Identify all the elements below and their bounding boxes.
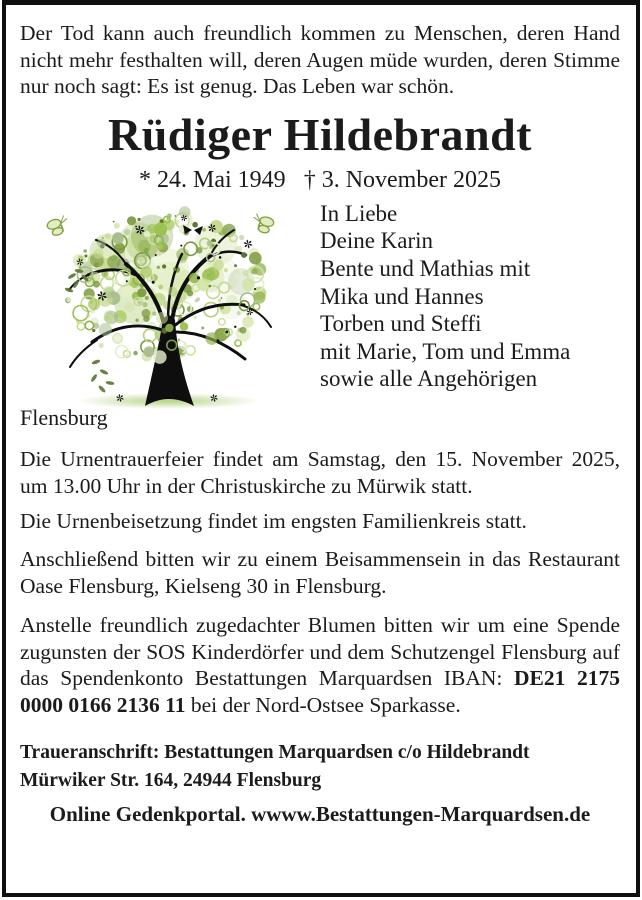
- dedication-line: sowie alle Angehörigen: [320, 366, 538, 392]
- butterfly-icon: [250, 213, 275, 234]
- memorial-tree-image: [44, 202, 288, 410]
- tree-and-dedication-section: [20, 200, 620, 432]
- dedication-line: Bente und Mathias mit: [320, 255, 531, 281]
- burial-info: Die Urnenbeisetzung findet im engsten Familienkreis statt.: [20, 509, 527, 534]
- iban-number: DE21 2175 0000 0166 2136 11: [20, 666, 621, 718]
- family-dedication: [320, 200, 570, 393]
- city-label: Flensburg: [20, 404, 108, 430]
- mourning-address-line: Traueranschrift: Bestattungen Marquardsen c/o Hildebrandt: [20, 741, 530, 763]
- dedication-line: Mika und Hannes: [320, 283, 484, 309]
- notice-content: [20, 0, 620, 827]
- opening-text: Der Tod kann auch freundlich kommen zu Menschen, deren Hand nicht mehr festhalten will, deren Augen müde wurden, deren Stimme nur noch sagt: Es ist genug. Das Leben war schön.: [20, 21, 620, 99]
- donation-info: [20, 612, 620, 719]
- dedication-line: Torben und Steffi: [320, 311, 482, 337]
- donation-text-after-iban: bei der Nord-Ostsee Sparkasse.: [190, 693, 461, 718]
- life-dates: [20, 165, 620, 196]
- gathering-info: Anschließend bitten wir zu einem Beisammensein in das Restaurant Oase Flensburg, Kielseng 30 in Flensburg.: [20, 547, 620, 598]
- memorial-portal-line: Online Gedenkportal. wwww.Bestattungen-Marquardsen.de: [49, 801, 591, 826]
- birth-date: * 24. Mai 1949: [139, 166, 286, 193]
- donation-text-before-iban: Anstelle freundlich zugedachter Blumen bitten wir um eine Spende zugunsten der SOS Kinderdörfer und dem Schutzengel Flensburg auf das Spendenkonto Bestattungen Marquardsen IBAN:: [20, 612, 620, 691]
- service-info: Die Urnentrauerfeier findet am Samstag, den 15. November 2025, um 13.00 Uhr in der Christuskirche zu Mürwik statt.: [20, 446, 620, 498]
- dedication-line: In Liebe: [320, 200, 398, 226]
- dedication-line: Deine Karin: [320, 228, 434, 254]
- mourning-address: [20, 739, 620, 795]
- butterfly-icon: [46, 215, 71, 238]
- death-date: † 3. November 2025: [303, 166, 501, 193]
- dedication-line: mit Marie, Tom und Emma: [320, 338, 571, 364]
- deceased-name: Rüdiger Hildebrandt: [108, 108, 532, 160]
- mourning-address-line: Mürwiker Str. 164, 24944 Flensburg: [20, 769, 322, 791]
